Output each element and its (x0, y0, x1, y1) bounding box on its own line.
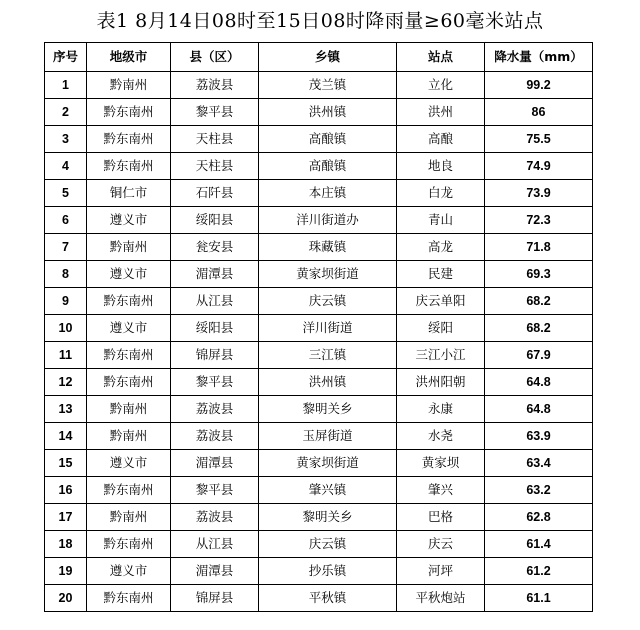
cell-county: 湄潭县 (171, 450, 259, 477)
cell-index: 8 (45, 261, 87, 288)
cell-town: 洋川街道办 (259, 207, 397, 234)
cell-index: 6 (45, 207, 87, 234)
cell-city: 遵义市 (87, 261, 171, 288)
cell-city: 黔南州 (87, 504, 171, 531)
cell-city: 遵义市 (87, 315, 171, 342)
cell-county: 绥阳县 (171, 315, 259, 342)
cell-rainfall: 64.8 (485, 396, 593, 423)
cell-county: 从江县 (171, 288, 259, 315)
table-header-row (45, 43, 593, 72)
cell-city: 黔南州 (87, 423, 171, 450)
cell-county: 荔波县 (171, 504, 259, 531)
cell-index: 10 (45, 315, 87, 342)
cell-index: 12 (45, 369, 87, 396)
cell-town: 三江镇 (259, 342, 397, 369)
cell-town: 高酿镇 (259, 153, 397, 180)
table-row (45, 207, 593, 234)
cell-city: 黔东南州 (87, 99, 171, 126)
cell-town: 肇兴镇 (259, 477, 397, 504)
cell-station: 青山 (397, 207, 485, 234)
cell-station: 地良 (397, 153, 485, 180)
cell-county: 黎平县 (171, 99, 259, 126)
cell-city: 黔东南州 (87, 585, 171, 612)
cell-city: 黔东南州 (87, 531, 171, 558)
table-row (45, 396, 593, 423)
table-row (45, 126, 593, 153)
cell-county: 黎平县 (171, 369, 259, 396)
cell-station: 高酿 (397, 126, 485, 153)
table-row (45, 477, 593, 504)
cell-county: 锦屏县 (171, 585, 259, 612)
cell-index: 14 (45, 423, 87, 450)
cell-station: 巴格 (397, 504, 485, 531)
cell-rainfall: 67.9 (485, 342, 593, 369)
cell-county: 天柱县 (171, 126, 259, 153)
cell-town: 本庄镇 (259, 180, 397, 207)
cell-county: 湄潭县 (171, 261, 259, 288)
cell-rainfall: 69.3 (485, 261, 593, 288)
cell-station: 肇兴 (397, 477, 485, 504)
cell-index: 19 (45, 558, 87, 585)
cell-county: 石阡县 (171, 180, 259, 207)
cell-station: 洪州 (397, 99, 485, 126)
cell-station: 绥阳 (397, 315, 485, 342)
header-county: 县（区） (171, 43, 259, 72)
cell-town: 庆云镇 (259, 531, 397, 558)
cell-station: 立化 (397, 72, 485, 99)
cell-county: 瓮安县 (171, 234, 259, 261)
cell-station: 民建 (397, 261, 485, 288)
cell-index: 5 (45, 180, 87, 207)
cell-town: 珠藏镇 (259, 234, 397, 261)
cell-rainfall: 61.4 (485, 531, 593, 558)
cell-rainfall: 72.3 (485, 207, 593, 234)
cell-index: 1 (45, 72, 87, 99)
cell-rainfall: 73.9 (485, 180, 593, 207)
table-row (45, 504, 593, 531)
cell-city: 黔东南州 (87, 342, 171, 369)
table-row (45, 153, 593, 180)
cell-town: 茂兰镇 (259, 72, 397, 99)
cell-town: 黎明关乡 (259, 396, 397, 423)
cell-index: 16 (45, 477, 87, 504)
cell-town: 洋川街道 (259, 315, 397, 342)
cell-index: 13 (45, 396, 87, 423)
header-station: 站点 (397, 43, 485, 72)
cell-town: 洪州镇 (259, 369, 397, 396)
cell-station: 白龙 (397, 180, 485, 207)
table-row (45, 234, 593, 261)
cell-city: 黔南州 (87, 72, 171, 99)
cell-county: 绥阳县 (171, 207, 259, 234)
cell-index: 4 (45, 153, 87, 180)
cell-rainfall: 68.2 (485, 315, 593, 342)
cell-index: 18 (45, 531, 87, 558)
cell-rainfall: 74.9 (485, 153, 593, 180)
cell-town: 洪州镇 (259, 99, 397, 126)
table-row (45, 99, 593, 126)
cell-county: 荔波县 (171, 423, 259, 450)
cell-station: 水尧 (397, 423, 485, 450)
cell-station: 庆云单阳 (397, 288, 485, 315)
cell-city: 黔东南州 (87, 477, 171, 504)
cell-town: 平秋镇 (259, 585, 397, 612)
cell-rainfall: 61.1 (485, 585, 593, 612)
cell-county: 荔波县 (171, 396, 259, 423)
cell-town: 黄家坝街道 (259, 261, 397, 288)
cell-county: 天柱县 (171, 153, 259, 180)
cell-rainfall: 75.5 (485, 126, 593, 153)
cell-town: 高酿镇 (259, 126, 397, 153)
cell-station: 黄家坝 (397, 450, 485, 477)
table-row (45, 450, 593, 477)
cell-station: 平秋炮站 (397, 585, 485, 612)
cell-index: 15 (45, 450, 87, 477)
cell-station: 庆云 (397, 531, 485, 558)
cell-county: 从江县 (171, 531, 259, 558)
cell-city: 黔东南州 (87, 153, 171, 180)
cell-rainfall: 64.8 (485, 369, 593, 396)
cell-rainfall: 63.4 (485, 450, 593, 477)
table-row (45, 315, 593, 342)
cell-index: 11 (45, 342, 87, 369)
cell-index: 9 (45, 288, 87, 315)
table-row (45, 558, 593, 585)
cell-city: 铜仁市 (87, 180, 171, 207)
table-row (45, 180, 593, 207)
cell-city: 遵义市 (87, 207, 171, 234)
header-index: 序号 (45, 43, 87, 72)
table-row (45, 261, 593, 288)
cell-station: 永康 (397, 396, 485, 423)
cell-index: 2 (45, 99, 87, 126)
header-town: 乡镇 (259, 43, 397, 72)
cell-city: 黔东南州 (87, 369, 171, 396)
cell-county: 湄潭县 (171, 558, 259, 585)
table-row (45, 423, 593, 450)
cell-city: 黔南州 (87, 396, 171, 423)
cell-station: 高龙 (397, 234, 485, 261)
cell-city: 遵义市 (87, 558, 171, 585)
table-row (45, 342, 593, 369)
cell-index: 3 (45, 126, 87, 153)
table-row (45, 72, 593, 99)
cell-rainfall: 63.2 (485, 477, 593, 504)
cell-city: 黔东南州 (87, 288, 171, 315)
cell-town: 抄乐镇 (259, 558, 397, 585)
cell-station: 河坪 (397, 558, 485, 585)
cell-rainfall: 62.8 (485, 504, 593, 531)
cell-index: 7 (45, 234, 87, 261)
table-row (45, 585, 593, 612)
table-row (45, 288, 593, 315)
cell-station: 三江小江 (397, 342, 485, 369)
rainfall-table (44, 42, 593, 612)
cell-station: 洪州阳朝 (397, 369, 485, 396)
cell-city: 遵义市 (87, 450, 171, 477)
cell-city: 黔南州 (87, 234, 171, 261)
cell-rainfall: 63.9 (485, 423, 593, 450)
cell-town: 黄家坝街道 (259, 450, 397, 477)
table-caption: 表1 8月14日08时至15日08时降雨量≥60毫米站点 (96, 10, 544, 32)
cell-county: 黎平县 (171, 477, 259, 504)
cell-town: 庆云镇 (259, 288, 397, 315)
table-row (45, 531, 593, 558)
cell-rainfall: 68.2 (485, 288, 593, 315)
cell-county: 锦屏县 (171, 342, 259, 369)
header-rainfall: 降水量（mm） (485, 43, 593, 72)
cell-rainfall: 86 (485, 99, 593, 126)
cell-index: 20 (45, 585, 87, 612)
header-city: 地级市 (87, 43, 171, 72)
cell-rainfall: 71.8 (485, 234, 593, 261)
cell-town: 玉屏街道 (259, 423, 397, 450)
cell-town: 黎明关乡 (259, 504, 397, 531)
cell-rainfall: 61.2 (485, 558, 593, 585)
cell-index: 17 (45, 504, 87, 531)
table-row (45, 369, 593, 396)
cell-rainfall: 99.2 (485, 72, 593, 99)
cell-city: 黔东南州 (87, 126, 171, 153)
cell-county: 荔波县 (171, 72, 259, 99)
